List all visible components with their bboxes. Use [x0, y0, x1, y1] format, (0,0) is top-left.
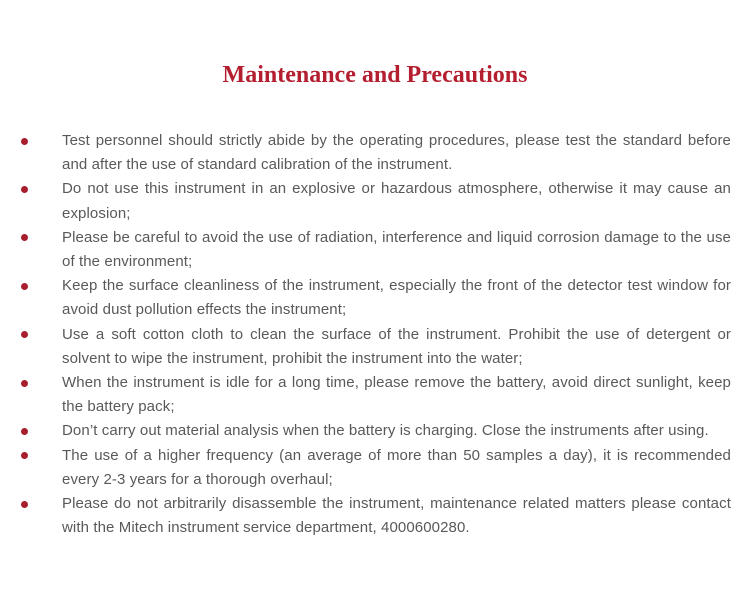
list-item-text: Test personnel should strictly abide by the operating procedures, please test the standard before and after the use of standard calibration of the instrument.: [62, 132, 731, 174]
bullet-icon: [21, 331, 28, 338]
bullet-icon: [21, 501, 28, 508]
list-item-text: When the instrument is idle for a long time, please remove the battery, avoid direct sunlight, keep the battery pack;: [62, 374, 731, 416]
list-item: [62, 129, 731, 177]
bullet-icon: [21, 380, 28, 387]
list-item: [62, 323, 731, 371]
list-item: [62, 492, 731, 540]
list-item: [62, 371, 731, 419]
list-item: [62, 177, 731, 225]
bullet-icon: [21, 283, 28, 290]
bullet-icon: [21, 186, 28, 193]
page-title: Maintenance and Precautions: [222, 62, 528, 88]
list-item-text: Don’t carry out material analysis when the battery is charging. Close the instruments after using.: [62, 422, 709, 440]
list-item: [62, 419, 731, 443]
list-item: [62, 444, 731, 492]
precaution-list: [0, 129, 750, 540]
list-item: [62, 274, 731, 322]
bullet-icon: [21, 234, 28, 241]
list-item-text: The use of a higher frequency (an average of more than 50 samples a day), it is recommended every 2-3 years for a thorough overhaul;: [62, 446, 731, 488]
bullet-icon: [21, 138, 28, 145]
list-item-text: Please be careful to avoid the use of radiation, interference and liquid corrosion damage to the use of the environment;: [62, 228, 731, 271]
list-item-text: Do not use this instrument in an explosive or hazardous atmosphere, otherwise it may cause an explosion;: [62, 180, 731, 222]
bullet-icon: [21, 428, 28, 435]
list-item-text: Keep the surface cleanliness of the instrument, especially the front of the detector test window for avoid dust pollution effects the instrument;: [62, 277, 731, 319]
list-item: [62, 226, 731, 274]
list-item-text: Please do not arbitrarily disassemble the instrument, maintenance related matters please contact with the Mitech instrument service department, 4000600280.: [62, 495, 731, 537]
bullet-icon: [21, 452, 28, 459]
list-item-text: Use a soft cotton cloth to clean the surface of the instrument. Prohibit the use of detergent or solvent to wipe the instrument, prohibit the instrument into the water;: [62, 325, 731, 367]
